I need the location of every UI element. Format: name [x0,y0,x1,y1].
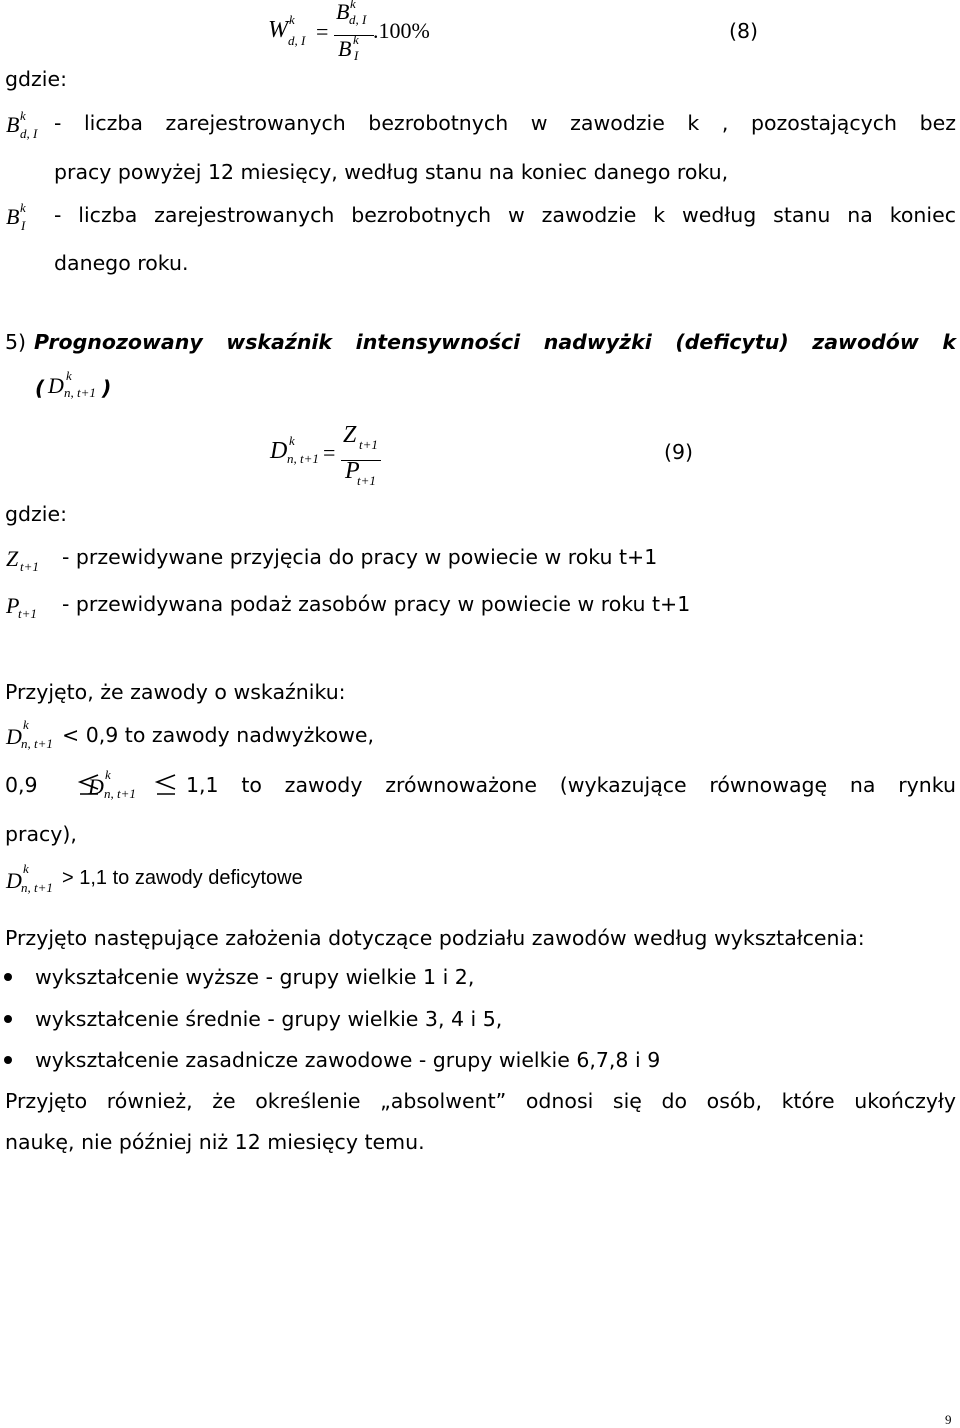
z-text: - przewidywane przyjęcia do pracy w powiecie w roku t+1 [62,545,658,569]
bi-line2: danego roku. [54,251,189,275]
formula8-lhs-var: W [268,17,288,43]
bdi-var: B [6,112,20,137]
list-item: wykształcenie wyższe - grupy wielkie 1 i 2, [35,965,475,989]
cond2-sup: k [105,767,111,782]
page-number: 9 [945,1412,952,1427]
formula8-times: .100% [373,18,430,43]
list-item: wykształcenie zasadnicze zawodowe - grupy wielkie 6,7,8 i 9 [35,1048,661,1072]
cond2-sub: n, t+1 [104,786,136,801]
cond3-sup: k [23,861,29,876]
formula8-den-var: B [338,36,352,61]
cond3-var: D [6,868,22,893]
bullet-icon [4,973,12,981]
gdzie-label-2: gdzie: [5,502,68,526]
formula9-lhs-sup: k [289,433,295,448]
formula8-num-var: B [336,0,350,24]
cond1-sub: n, t+1 [21,736,53,751]
bi-line1: - liczba zarejestrowanych bezrobotnych w zawodzie k według stanu na koniec [54,203,956,227]
formula8-eq: = [316,19,329,44]
formula9-eq: = [323,440,336,465]
bi-var: B [6,204,20,229]
section5-symbol-sub: n, t+1 [64,385,96,400]
gdzie-label-1: gdzie: [5,67,68,91]
bdi-sup: k [20,108,26,123]
przyjeto-intro: Przyjęto, że zawody o wskaźniku: [5,680,346,704]
bi-sup: k [20,200,26,215]
formula8-den-sub: I [354,48,359,63]
z-sub: t+1 [20,559,39,574]
cond1-text: < 0,9 to zawody nadwyżkowe, [62,723,375,747]
list-item: wykształcenie średnie - grupy wielkie 3, 4 i 5, [35,1007,503,1031]
cond3-sub: n, t+1 [21,880,53,895]
final-line-2: naukę, nie później niż 12 miesięcy temu. [5,1130,425,1154]
bullet-icon [4,1056,12,1064]
final-line-1: Przyjęto również, że określenie „absolwent” odnosi się do osób, które ukończyły [5,1089,956,1113]
formula9-lhs-var: D [270,438,288,464]
less-or-equal-icon [153,773,179,797]
formula8-lhs-sub: d, I [288,33,306,48]
p-text: - przewidywana podaż zasobów pracy w powiecie w roku t+1 [62,592,691,616]
cond3-text: > 1,1 to zawody deficytowe [62,867,303,889]
p-var: P [6,593,20,618]
section5-paren-close: ) [102,376,112,400]
cond1-sup: k [23,717,29,732]
p-sub: t+1 [18,606,37,621]
z-var: Z [6,546,19,571]
section5-symbol-var: D [48,373,64,398]
section5-symbol-sup: k [66,368,72,383]
bdi-line2: pracy powyżej 12 miesięcy, według stanu na koniec danego roku, [54,160,729,184]
cond2-left: 0,9 [5,773,38,797]
formula8-num-sub: d, I [349,12,367,27]
formula8-lhs-sup: k [289,12,295,27]
formula9-num-sub: t+1 [359,437,378,452]
section5-title: Prognozowany wskaźnik intensywności nadwyżki (deficytu) zawodów k [34,330,956,354]
formula9-den-var: P [345,458,360,484]
formula9-num-var: Z [343,422,357,448]
cond2-var: D [88,774,104,799]
assumptions-intro: Przyjęto następujące założenia dotyczące podziału zawodów według wykształcenia: [5,926,865,950]
section5-paren-open: ( [35,376,45,400]
cond1-var: D [6,724,22,749]
formula8-den-sup: k [353,32,359,47]
formula9-number: (9) [664,440,694,464]
formula9-den-sub: t+1 [357,473,376,488]
cond2-cont: pracy), [5,822,77,846]
bi-sub: I [21,218,26,233]
formula8-number: (8) [729,19,759,43]
formula8-num-sup: k [350,0,356,11]
bullet-icon [4,1015,12,1023]
cond2-text: 1,1 to zawody zrównoważone (wykazujące równowagę na rynku [186,773,956,797]
section5-number: 5) [5,330,27,354]
bdi-line1: - liczba zarejestrowanych bezrobotnych w zawodzie k , pozostających bez [54,111,956,135]
formula9-lhs-sub: n, t+1 [287,451,319,466]
bdi-sub: d, I [20,126,38,141]
